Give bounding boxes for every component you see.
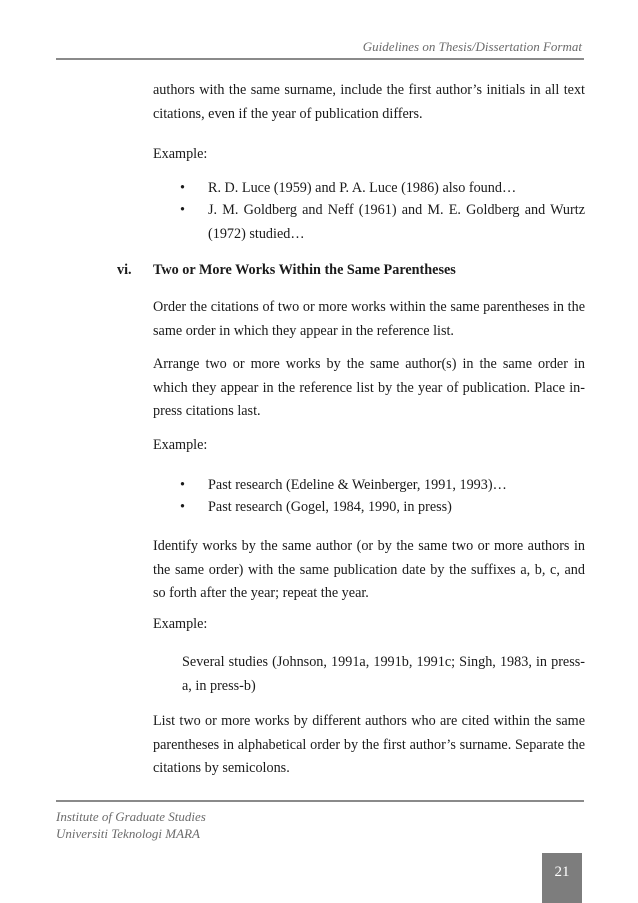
page-number-badge [542, 853, 582, 903]
bullet-item: Past research (Edeline & Weinberger, 1991, 1993)… [208, 477, 507, 493]
bullet-marker: • [180, 202, 185, 218]
header-rule [56, 58, 584, 60]
paragraph: Identify works by the same author (or by the same two or more authors in the same order) with the same publication date by the suffixes a, b, c, and so forth after the year; repeat the year. [153, 538, 585, 601]
section-number: vi. [117, 262, 132, 278]
example-label: Example: [153, 146, 208, 162]
bullet-item: J. M. Goldberg and Neff (1961) and M. E. Goldberg and Wurtz (1972) studied… [208, 202, 585, 242]
footer-institute: Institute of Graduate Studies [56, 809, 206, 824]
paragraph: Arrange two or more works by the same author(s) in the same order in which they appear in the reference list by the year of publication. Place in-press citations last. [153, 356, 585, 419]
paragraph: List two or more works by different authors who are cited within the same parentheses in alphabetical order by the first author’s surname. Separate the citations by semicolons. [153, 713, 585, 776]
bullet-marker: • [180, 180, 185, 196]
footer-university: Universiti Teknologi MARA [56, 826, 200, 841]
footer-rule [56, 800, 584, 802]
paragraph: Order the citations of two or more works within the same parentheses in the same order in which they appear in the reference list. [153, 299, 585, 339]
example-label: Example: [153, 437, 208, 453]
bullet-marker: • [180, 477, 185, 493]
example-label: Example: [153, 616, 208, 632]
bullet-marker: • [180, 499, 185, 515]
example-quote: Several studies (Johnson, 1991a, 1991b, 1991c; Singh, 1983, in press-a, in press-b) [182, 654, 585, 694]
bullet-item: Past research (Gogel, 1984, 1990, in press) [208, 499, 452, 515]
page-number: 21 [554, 864, 570, 880]
bullet-item: R. D. Luce (1959) and P. A. Luce (1986) also found… [208, 180, 517, 196]
section-heading: Two or More Works Within the Same Parentheses [153, 262, 456, 278]
intro-paragraph: authors with the same surname, include the first author’s initials in all text citations, even if the year of publication differs. [153, 82, 585, 122]
running-header: Guidelines on Thesis/Dissertation Format [362, 39, 582, 54]
